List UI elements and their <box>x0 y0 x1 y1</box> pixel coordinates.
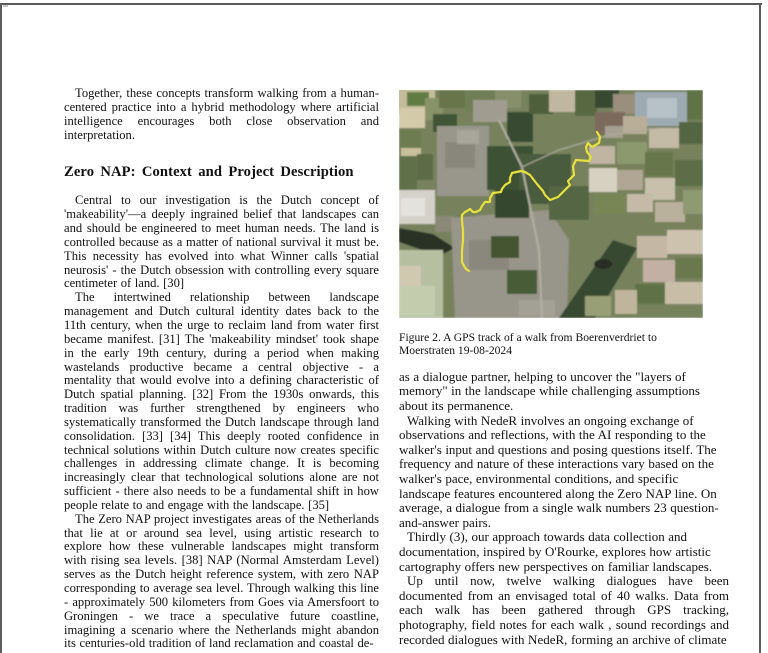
window-border-top <box>0 3 762 5</box>
satellite-map-image <box>399 90 703 318</box>
paragraph-intro: Together, these concepts transform walking from a human-centered practice into a hybrid methodology where artificial intelligence encourages both close observation and interpretation. <box>64 86 379 142</box>
section-heading: Zero NAP: Context and Project Description <box>64 164 354 181</box>
window-border-right <box>759 3 761 653</box>
paragraph-zero-nap: The Zero NAP project investigates areas of the Netherlands that lie at or around sea level, using artistic research to explore how these vulnerable landscapes might transform with rising sea levels. [38] NAP (Normal Amsterdam Level) serves as the Dutch height reference system, with zero NAP corresponding to average sea level. Through walking this line - approximately 500 kilometers from Goes via Amersfoort to Groningen - we trace a speculative future coastline, imagining a scenario where the Netherlands might abandon its centuries-old tradition of land reclamation and coastal de- <box>64 511 379 651</box>
left-column <box>64 87 379 651</box>
terrain-layer <box>399 90 703 318</box>
paragraph-thirdly: Thirdly (3), our approach towards data collection and documentation, inspired by O'Rourke, explores how artistic cartography offers new perspectives on familiar landscapes. <box>399 529 713 574</box>
paragraph-walking-neder: Walking with NedeR involves an ongoing exchange of observations and reflections, with the AI responding to the walker's input and questions and posing questions itself. The frequency and nature of these interactions vary based on the walker's pace, environmental conditions, and specific landscape features encountered along the Zero NAP line. On average, a dialogue from a single walk numbers 23 question-and-answer pairs. <box>399 412 719 530</box>
paragraph-dialogue-partner: as a dialogue partner, helping to uncover the "layers of memory" in the landscape while challenging assumptions about its permanence. <box>399 368 700 413</box>
window-border-left <box>0 3 2 653</box>
right-column <box>399 90 729 647</box>
paragraph-twelve-walks: Up until now, twelve walking dialogues have been documented from an envisaged total of 40 walks. Data from each walk has been gathered through GPS tracking, photography, field notes for each walk , sound recordings and recorded dialogues with NedeR, forming an archive of climate <box>399 573 729 647</box>
figure-caption: Figure 2. A GPS track of a walk from Boerenverdriet to Moerstraten 19-08-2024 <box>399 331 657 358</box>
paragraph-history: The intertwined relationship between landscape management and Dutch cultural identity dates back to the 11th century, when the urge to reclaim land from water first became manifest. [31] The 'makeability mindset' took shape in the early 19th century, during a period when making wastelands productive became a central objective - a mentality that would evolve into a defining characteristic of Dutch spatial planning. [32] From the 1930s onwards, this tradition was further strengthened by engineers who systematically transformed the Dutch landscape through land consolidation. [33] [34] This deeply rooted confidence in technical solutions within Dutch culture now creates specific challenges in addressing climate change. It is becoming increasingly clear that technological solutions alone are not sufficient - there also needs to be a fundamental shift in how people relate to and engage with the landscape. [35] <box>64 290 379 512</box>
figure-2 <box>399 90 729 358</box>
right-column-body <box>399 370 729 647</box>
paragraph-makeability: Central to our investigation is the Dutch concept of 'makeability'—a deeply ingrained belief that landscapes can and should be engineered to meet human needs. The land is controlled because as a matter of national survival it must be. This necessity has evolved into what Winner calls 'spatial neurosis' - the Dutch obsession with controlling every square centimeter of land. [30] <box>64 193 379 291</box>
